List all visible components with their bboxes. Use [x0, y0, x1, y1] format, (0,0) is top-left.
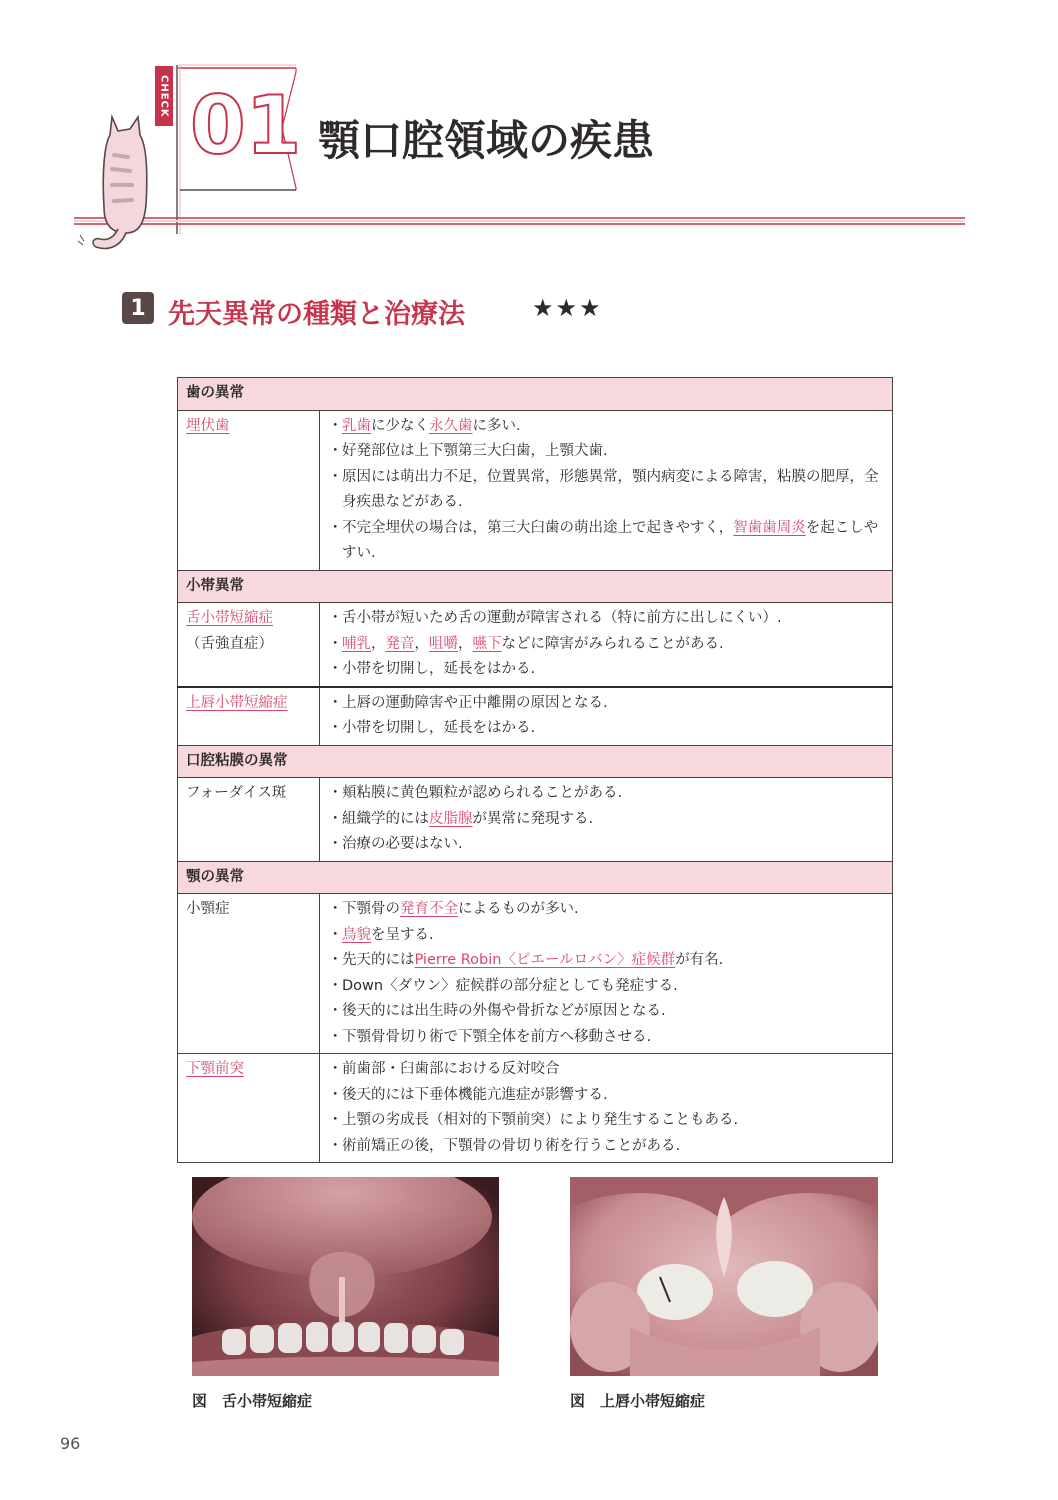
category-row [178, 861, 893, 894]
category-header: 歯の異常 [178, 378, 893, 411]
importance-stars: ★★★ [532, 294, 603, 322]
category-row [178, 745, 893, 778]
category-row [178, 378, 893, 411]
cat-illustration [78, 117, 147, 248]
term-label: 舌小帯短縮症 [186, 610, 273, 626]
term-cell [178, 1054, 320, 1163]
term-label: 小顎症 [186, 901, 230, 917]
term-label: フォーダイス斑 [186, 785, 287, 801]
check-label: CHECK [155, 66, 173, 126]
table-row [178, 1054, 893, 1163]
figure-caption-1: 図 舌小帯短縮症 [192, 1392, 313, 1410]
term-cell [178, 687, 320, 746]
upper-lip-frenum-photo [570, 1177, 878, 1376]
table-row [178, 687, 893, 746]
category-header: 口腔粘膜の異常 [178, 745, 893, 778]
description-cell: ・ 頬粘膜に黄色顆粒が認められることがある. ・ 組織学的には皮脂腺が異常に発現する. ・ 治療の必要はない. [320, 778, 893, 862]
tongue-tie-photo [192, 1177, 499, 1376]
term-cell [178, 603, 320, 687]
category-header: 顎の異常 [178, 861, 893, 894]
table-row [178, 603, 893, 687]
term-cell [178, 778, 320, 862]
chapter-title: 顎口腔領域の疾患 [318, 116, 655, 165]
category-header: 小帯異常 [178, 570, 893, 603]
table-row [178, 894, 893, 1054]
term-label: 下顎前突 [186, 1061, 244, 1077]
section-title: 先天異常の種類と治療法 [168, 299, 465, 330]
description-cell: ・ 舌小帯が短いため舌の運動が障害される（特に前方に出しにくい）. ・ 哺乳，発音，咀嚼，嚥下などに障害がみられることがある. ・ 小帯を切開し，延長をはかる. [320, 603, 893, 687]
term-alias: （舌強直症） [186, 635, 273, 652]
term-label: 上唇小帯短縮症 [186, 694, 288, 711]
description-cell: ・ 下顎骨の発育不全によるものが多い. ・ 鳥貌を呈する. ・ 先天的にはPierre Robin〈ピエールロバン〉症候群が有名. ・ Down〈ダウン〉症候群の部分症としても発症する. ・ 後天的には出生時の外傷や骨折などが原因となる. ・ 下顎骨骨切り術で下顎全体を前方へ移動させる. [320, 894, 893, 1054]
description-cell: ・ 前歯部・臼歯部における反対咬合 ・ 後天的には下垂体機能亢進症が影響する. ・ 上顎の劣成長（相対的下顎前突）により発生することもある. ・ 術前矯正の後，下顎骨の骨切り術を行うことがある. [320, 1054, 893, 1163]
chapter-number: 01 [190, 79, 302, 172]
description-cell: ・ 乳歯に少なく永久歯に多い. ・ 好発部位は上下顎第三大臼歯，上顎犬歯. ・ 原因には萌出力不足，位置異常，形態異常，顎内病変による障害，粘膜の肥厚，全身疾患などがある. ・ 不完全埋伏の場合は，第三大臼歯の萌出途上で起きやすく，智歯歯周炎を起こしやすい. [320, 410, 893, 570]
description-cell: ・ 上唇の運動障害や正中離開の原因となる. ・ 小帯を切開し，延長をはかる. [320, 687, 893, 746]
table-row [178, 410, 893, 570]
figure-caption-2: 図 上唇小帯短縮症 [570, 1392, 706, 1410]
page-number: 96 [60, 1434, 81, 1453]
term-cell [178, 894, 320, 1054]
category-row [178, 570, 893, 603]
term-label: 埋伏歯 [186, 417, 230, 434]
table-row [178, 778, 893, 862]
anomaly-table [177, 377, 893, 1163]
section-number-badge: 1 [122, 292, 154, 324]
term-cell [178, 410, 320, 570]
